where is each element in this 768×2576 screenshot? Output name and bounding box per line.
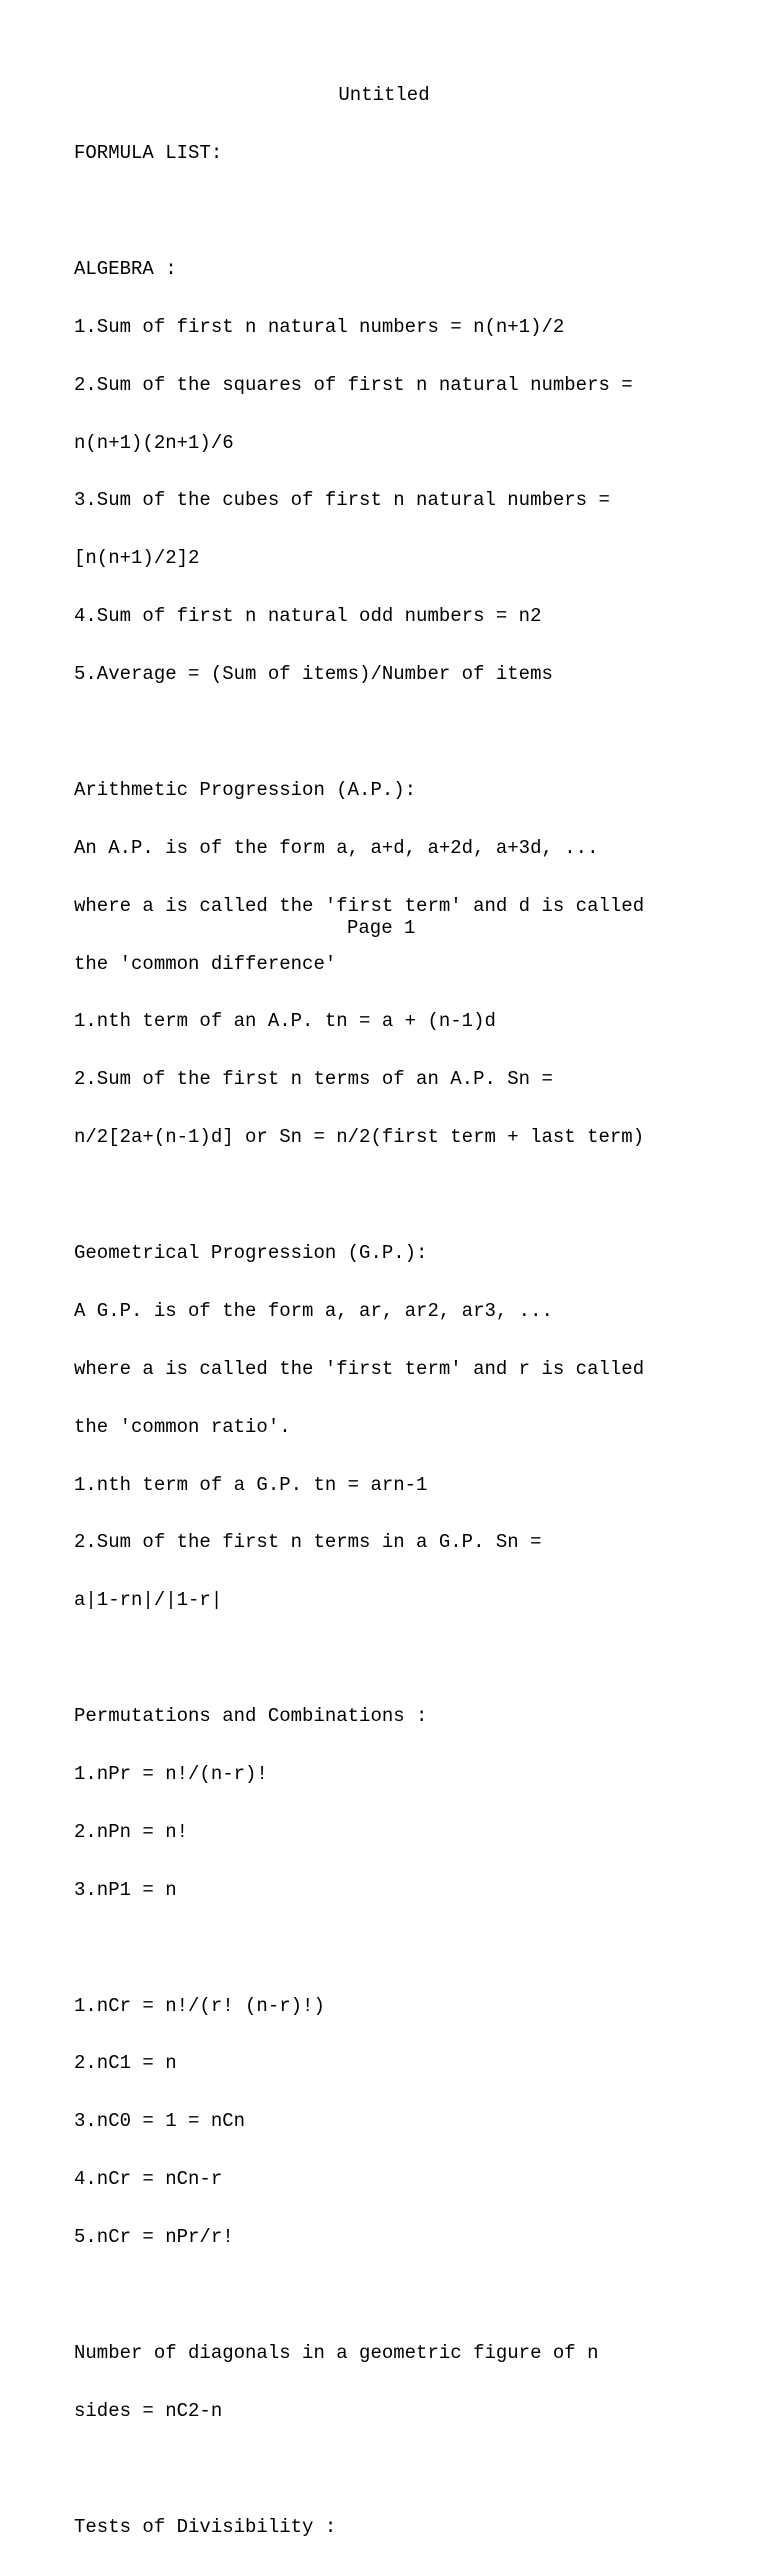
document-title: Untitled xyxy=(338,84,430,106)
text-line xyxy=(74,1939,644,1958)
text-line: 4.nCr = nCn-r xyxy=(74,2168,223,2191)
text-line: 1.nth term of a G.P. tn = arn-1 xyxy=(74,1473,428,1496)
text-line: where a is called the 'first term' and d is called xyxy=(74,894,645,917)
text-line: n(n+1)(2n+1)/6 xyxy=(74,431,234,454)
text-line: [n(n+1)/2]2 xyxy=(74,547,200,570)
text-line: a|1-rn|/|1-r| xyxy=(74,1589,223,1612)
text-line: the 'common difference' xyxy=(74,952,337,975)
text-line: ALGEBRA : xyxy=(74,257,177,280)
text-line: Geometrical Progression (G.P.): xyxy=(74,1242,428,1265)
text-line: 2.Sum of the first n terms of an A.P. Sn = xyxy=(74,1068,553,1091)
text-line: 3.Sum of the cubes of first n natural numbers = xyxy=(74,489,610,512)
text-line: Arithmetic Progression (A.P.): xyxy=(74,778,417,801)
text-line: 4.Sum of first n natural odd numbers = n2 xyxy=(74,605,542,628)
text-line: 1.Sum of first n natural numbers = n(n+1)/2 xyxy=(74,315,565,338)
text-line xyxy=(74,723,644,742)
text-line: A G.P. is of the form a, ar, ar2, ar3, ... xyxy=(74,1299,553,1322)
text-line xyxy=(74,2286,644,2305)
text-line: Permutations and Combinations : xyxy=(74,1705,428,1728)
text-line xyxy=(74,1186,644,1205)
page-number: Page 1 xyxy=(347,917,416,939)
text-line: 5.nCr = nPr/r! xyxy=(74,2226,234,2249)
text-line: An A.P. is of the form a, a+d, a+2d, a+3d, ... xyxy=(74,836,599,859)
text-line: where a is called the 'first term' and r is called xyxy=(74,1357,645,1380)
text-line: Number of diagonals in a geometric figure of n xyxy=(74,2341,599,2364)
text-line: 3.nP1 = n xyxy=(74,1878,177,1901)
text-line: 1.nth term of an A.P. tn = a + (n-1)d xyxy=(74,1010,496,1033)
text-line: 1.nCr = n!/(r! (n-r)!) xyxy=(74,1994,325,2017)
text-line: 2.Sum of the squares of first n natural numbers = xyxy=(74,373,633,396)
text-line: 5.Average = (Sum of items)/Number of items xyxy=(74,663,553,686)
text-line: Tests of Divisibility : xyxy=(74,2515,337,2538)
text-line: FORMULA LIST: xyxy=(74,142,223,165)
text-line: sides = nC2-n xyxy=(74,2399,223,2422)
text-line: 2.nPn = n! xyxy=(74,1820,189,1843)
text-line: 2.Sum of the first n terms in a G.P. Sn = xyxy=(74,1531,542,1554)
text-line xyxy=(74,2460,644,2479)
text-line xyxy=(74,1649,644,1668)
text-line: n/2[2a+(n-1)d] or Sn = n/2(first term + last term) xyxy=(74,1126,645,1149)
text-line xyxy=(74,202,644,221)
text-line: 3.nC0 = 1 = nCn xyxy=(74,2110,246,2133)
formula-list-body xyxy=(74,106,644,2576)
text-line: the 'common ratio'. xyxy=(74,1415,291,1438)
text-line: 1.nPr = n!/(n-r)! xyxy=(74,1763,268,1786)
text-line: 2.nC1 = n xyxy=(74,2052,177,2075)
